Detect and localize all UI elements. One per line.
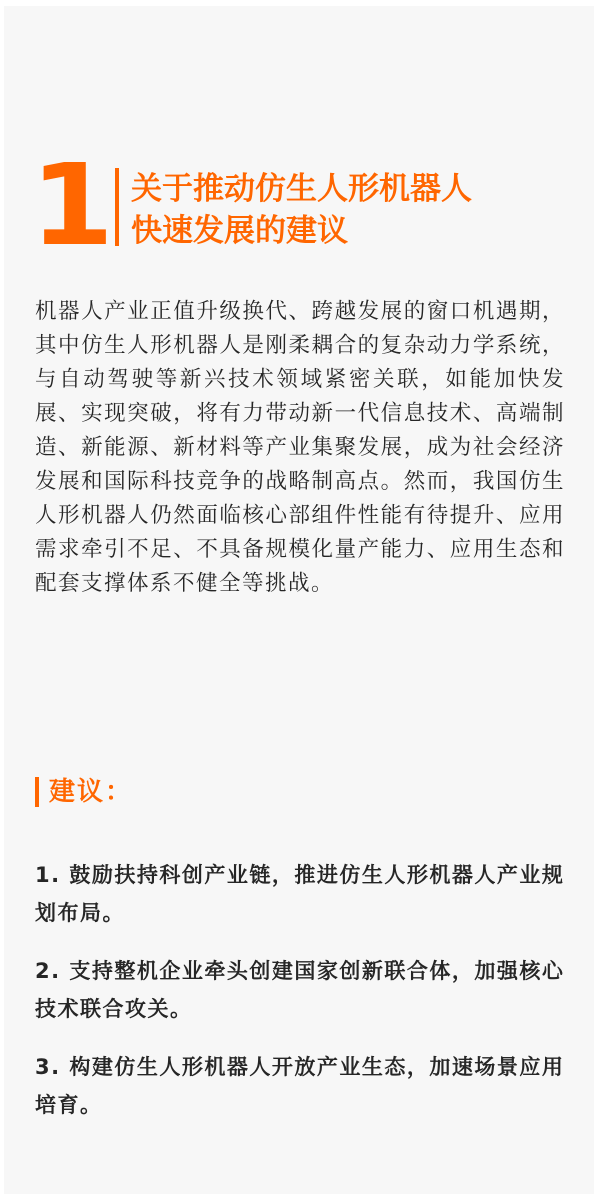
suggestion-list xyxy=(35,856,565,1144)
list-item: 1. 鼓励扶持科创产业链，推进仿生人形机器人产业规划布局。 xyxy=(35,863,565,925)
title-divider xyxy=(115,168,119,246)
body-paragraph: 机器人产业正值升级换代、跨越发展的窗口机遇期，其中仿生人形机器人是刚柔耦合的复杂动力学系统，与自动驾驶等新兴技术领域紧密关联，如能加快发展、实现突破，将有力带动新一代信息技术、高端制造、新能源、新材料等产业集聚发展，成为社会经济发展和国际科技竞争的战略制高点。然而，我国仿生人形机器人仍然面临核心部组件性能有待提升、应用需求牵引不足、不具备规模化量产能力、应用生态和配套支撑体系不健全等挑战。 xyxy=(35,299,565,596)
page-title xyxy=(131,168,561,252)
suggestion-heading: 建议： xyxy=(49,777,134,807)
title-line-2: 快速发展的建议 xyxy=(131,213,348,249)
section-number: 1 xyxy=(30,141,109,271)
list-item: 3. 构建仿生人形机器人开放产业生态，加速场景应用培育。 xyxy=(35,1055,565,1117)
list-item: 2. 支持整机企业牵头创建国家创新联合体，加强核心技术联合攻关。 xyxy=(35,959,565,1021)
title-block xyxy=(30,141,570,271)
section-accent-bar xyxy=(35,777,39,807)
suggestion-header xyxy=(35,775,133,809)
title-line-1: 关于推动仿生人形机器人 xyxy=(131,171,472,207)
